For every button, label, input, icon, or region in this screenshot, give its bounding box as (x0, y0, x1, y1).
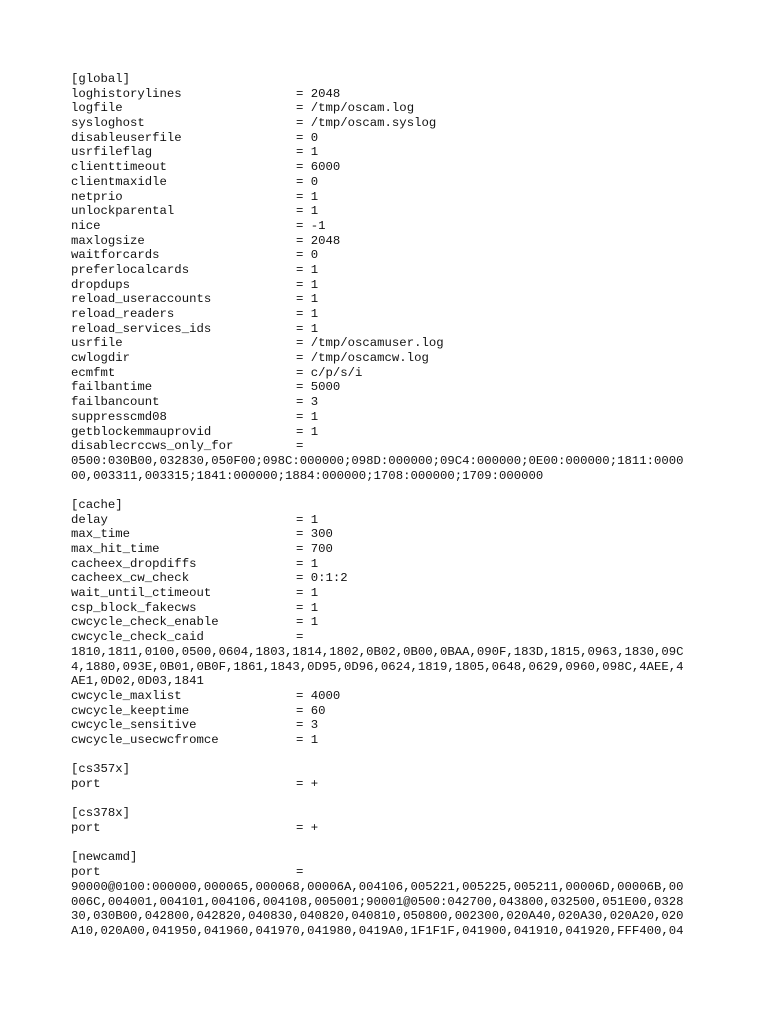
config-value: = 1 (296, 204, 319, 219)
config-key: delay (71, 512, 108, 527)
config-line (71, 630, 761, 645)
config-value: = + (296, 777, 319, 791)
config-key: failbantime (71, 380, 153, 395)
config-key: disableuserfile (71, 130, 182, 145)
config-line (71, 278, 761, 293)
config-key: waitforcards (71, 248, 160, 263)
config-value: = 1 (296, 556, 319, 571)
config-line (71, 307, 761, 322)
config-line (71, 145, 761, 160)
config-line (71, 234, 761, 249)
config-line (71, 380, 761, 395)
config-key: csp_block_fakecws (71, 600, 197, 615)
config-key: clientmaxidle (71, 174, 167, 189)
config-line (71, 160, 761, 175)
section-header: [cache] (71, 497, 123, 512)
config-key: reload_services_ids (71, 321, 212, 336)
config-value: = 1 (296, 424, 319, 439)
config-line (71, 527, 761, 542)
section-header: [global] (71, 72, 131, 86)
config-line (71, 175, 761, 190)
config-value: = 1 (296, 292, 319, 307)
config-line (71, 101, 761, 116)
config-line (71, 865, 761, 880)
config-line (71, 704, 761, 719)
config-key: dropdups (71, 277, 131, 292)
config-key: wait_until_ctimeout (71, 586, 212, 601)
config-value: = 0 (296, 248, 319, 263)
config-key: cacheex_cw_check (71, 571, 190, 586)
config-key: nice (71, 218, 101, 233)
config-key: max_time (71, 527, 131, 542)
continuation-line: AE1,0D02,0D03,1841 (71, 674, 204, 689)
config-line (71, 718, 761, 733)
config-line (71, 425, 761, 440)
config-value: = -1 (296, 218, 326, 233)
section-header: [cs378x] (71, 806, 131, 821)
config-line (71, 542, 761, 557)
continuation-line: 90000@0100:000000,000065,000068,00006A,004106,005221,005225,005211,00006D,00006B,00 (71, 879, 684, 894)
config-line (71, 336, 761, 351)
config-value: = /tmp/oscam.log (296, 101, 415, 116)
config-line (71, 395, 761, 410)
config-value: = 3 (296, 395, 319, 410)
config-key: cwlogdir (71, 351, 131, 366)
config-value: = (296, 439, 304, 454)
blank-line (71, 483, 761, 498)
config-line (71, 733, 761, 748)
config-key: netprio (71, 189, 123, 204)
config-value: = 0:1:2 (296, 571, 348, 586)
continuation-line: A10,020A00,041950,041960,041970,041980,0419A0,1F1F1F,041900,041910,041920,FFF400,04 (71, 923, 684, 938)
config-value: = 2048 (296, 86, 341, 101)
config-value: = 1 (296, 307, 319, 321)
config-line (71, 615, 761, 630)
config-line (71, 351, 761, 366)
config-key: reload_readers (71, 307, 175, 321)
config-line (71, 131, 761, 146)
continuation-line: 00,003311,003315;1841:000000;1884:000000;1708:000000;1709:000000 (71, 468, 544, 483)
config-value: = /tmp/oscamuser.log (296, 336, 444, 351)
config-line (71, 571, 761, 586)
config-key: cwcycle_maxlist (71, 688, 182, 703)
config-value: = 60 (296, 703, 326, 718)
config-value: = + (296, 821, 319, 836)
continuation-line: 1810,1811,0100,0500,0604,1803,1814,1802,0B02,0B00,0BAA,090F,183D,1815,0963,1830,09C (71, 644, 684, 659)
config-line (71, 204, 761, 219)
continuation-line: 0500:030B00,032830,050F00;098C:000000;098D:000000;09C4:000000;0E00:000000;1811:0000 (71, 453, 684, 468)
config-line (71, 777, 761, 792)
config-value: = 1 (296, 277, 319, 292)
config-key: port (71, 865, 101, 880)
config-value: = 1 (296, 615, 319, 630)
config-value: = /tmp/oscamcw.log (296, 351, 429, 366)
config-value: = /tmp/oscam.syslog (296, 116, 437, 131)
config-value: = 0 (296, 130, 319, 145)
config-key: cwcycle_check_caid (71, 630, 204, 645)
config-value: = 300 (296, 527, 333, 542)
config-value: = 4000 (296, 688, 341, 703)
config-line (71, 190, 761, 205)
config-value: = 1 (296, 321, 319, 336)
config-line (71, 322, 761, 337)
config-value: = c/p/s/i (296, 365, 363, 380)
config-value: = 1 (296, 145, 319, 160)
config-value: = (296, 630, 304, 645)
config-value: = 1 (296, 262, 319, 277)
config-key: logfile (71, 101, 123, 116)
config-line (71, 292, 761, 307)
config-value: = 1 (296, 409, 319, 424)
config-key: cwcycle_keeptime (71, 703, 190, 718)
config-value: = 6000 (296, 160, 341, 175)
config-value: = 1 (296, 512, 319, 527)
config-line (71, 557, 761, 572)
config-value: = 0 (296, 174, 319, 189)
config-key: preferlocalcards (71, 262, 190, 277)
continuation-line: 006C,004001,004101,004106,004108,005001;90001@0500:042700,043800,032500,051E00,0328 (71, 894, 684, 909)
config-key: disablecrccws_only_for (71, 439, 234, 454)
config-value: = 700 (296, 542, 333, 556)
config-key: maxlogsize (71, 233, 145, 248)
config-key: suppresscmd08 (71, 409, 167, 424)
config-key: unlockparental (71, 204, 175, 219)
continuation-line: 4,1880,093E,0B01,0B0F,1861,1843,0D95,0D96,0624,1819,1805,0648,0629,0960,098C,4AEE,4 (71, 659, 684, 674)
config-value: = 1 (296, 189, 319, 204)
config-key: reload_useraccounts (71, 292, 212, 307)
config-value: = 5000 (296, 380, 341, 395)
blank-line (71, 836, 761, 851)
config-key: cwcycle_sensitive (71, 718, 197, 733)
config-key: usrfileflag (71, 145, 153, 160)
config-line (71, 601, 761, 616)
section-header: [newcamd] (71, 850, 138, 865)
config-key: sysloghost (71, 116, 145, 131)
config-line (71, 586, 761, 601)
config-key: failbancount (71, 395, 160, 410)
config-line (71, 366, 761, 381)
config-line (71, 410, 761, 425)
config-key: clienttimeout (71, 160, 167, 175)
config-value: = 2048 (296, 233, 341, 248)
config-value: = 1 (296, 600, 319, 615)
config-document (71, 72, 761, 939)
config-line (71, 116, 761, 131)
config-value: = 3 (296, 718, 319, 733)
blank-line (71, 792, 761, 807)
config-key: ecmfmt (71, 365, 116, 380)
config-key: port (71, 821, 101, 836)
config-line (71, 248, 761, 263)
config-key: usrfile (71, 336, 123, 351)
config-line (71, 513, 761, 528)
config-key: max_hit_time (71, 542, 160, 556)
config-key: cwcycle_check_enable (71, 615, 219, 630)
config-line (71, 439, 761, 454)
config-key: cwcycle_usecwcfromce (71, 732, 219, 747)
config-key: loghistorylines (71, 86, 182, 101)
config-value: = 1 (296, 732, 319, 747)
config-value: = (296, 865, 304, 880)
config-line (71, 821, 761, 836)
config-line (71, 87, 761, 102)
config-value: = 1 (296, 586, 319, 601)
config-key: port (71, 777, 101, 791)
config-line (71, 219, 761, 234)
config-key: cacheex_dropdiffs (71, 556, 197, 571)
section-header: [cs357x] (71, 762, 131, 777)
config-line (71, 689, 761, 704)
blank-line (71, 748, 761, 763)
config-line (71, 263, 761, 278)
continuation-line: 30,030B00,042800,042820,040830,040820,040810,050800,002300,020A40,020A30,020A20,020 (71, 909, 684, 924)
config-key: getblockemmauprovid (71, 424, 212, 439)
